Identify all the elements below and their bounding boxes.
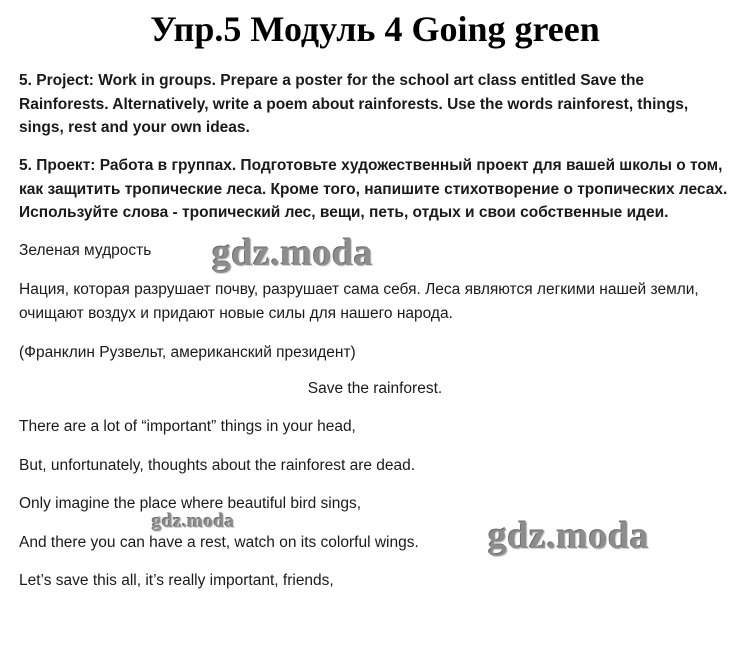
poem-line: Let’s save this all, it’s really important, friends,: [19, 572, 334, 589]
poem-line: There are a lot of “important” things in your head,: [19, 418, 356, 435]
poem-line: But, unfortunately, thoughts about the rainforest are dead.: [19, 457, 416, 474]
poem-line: And there you can have a rest, watch on its colorful wings.: [19, 534, 419, 551]
watermark: gdz.moda: [152, 511, 235, 532]
poem-title: Save the rainforest.: [307, 380, 443, 397]
task-english: 5. Project: Work in groups. Prepare a poster for the school art class entitled Save the Rainforests. Alternatively, write a poem about rainforests. Use the words rainforest, things, sings, rest and your own ideas.: [19, 72, 689, 136]
page-title: Упр.5 Модуль 4 Going green: [150, 9, 600, 49]
quote-attribution: (Франклин Рузвельт, американский президент): [19, 344, 356, 361]
heading-green-wisdom: Зеленая мудрость: [19, 242, 152, 259]
watermark: gdz.moda: [488, 515, 650, 557]
poem-line: Only imagine the place where beautiful bird sings,: [19, 495, 362, 512]
task-russian: 5. Проект: Работа в группах. Подготовьте художественный проект для вашей школы о том, как защитить тропические леса. Кроме того, напишите стихотворение о тропических лесах. Используйте слова - тропический лес, вещи, петь, отдых и свои собственные идеи.: [19, 157, 728, 221]
watermark: gdz.moda: [212, 232, 374, 274]
roosevelt-quote: Нация, которая разрушает почву, разрушает сама себя. Леса являются легкими нашей земли, очищают воздух и придают новые силы для нашего народа.: [19, 281, 699, 322]
